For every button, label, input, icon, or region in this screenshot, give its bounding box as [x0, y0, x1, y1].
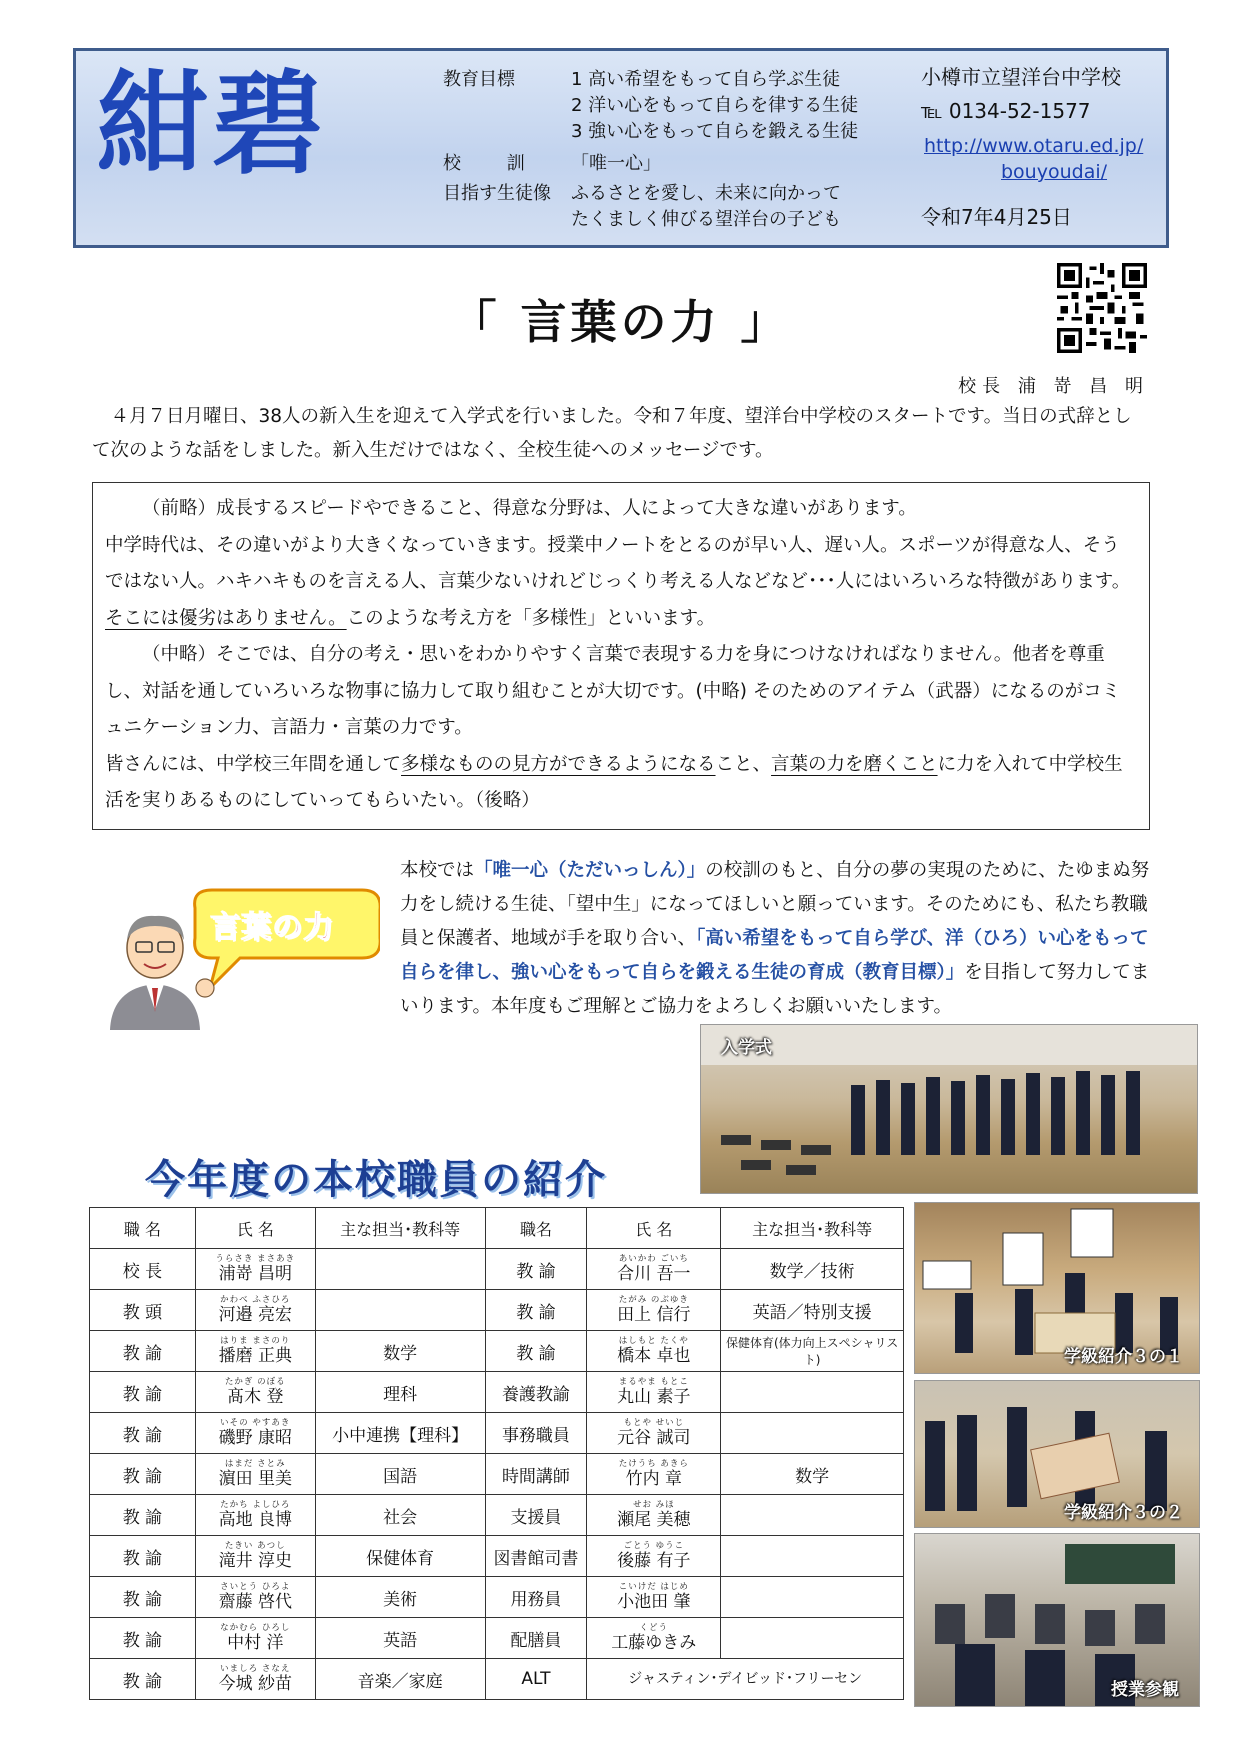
motto-label: 校 訓	[443, 153, 545, 174]
staff-role: 事務職員	[485, 1413, 587, 1454]
class-intro-photo-1	[914, 1202, 1200, 1374]
staff-role: 図書館司書	[485, 1536, 587, 1577]
name-reading: たがみ のぶゆき	[618, 1294, 689, 1305]
name-text: 橋本 卓也	[617, 1345, 691, 1366]
staff-subject: 英語／特別支援	[721, 1290, 904, 1331]
name-reading: かわべ ふさひろ	[220, 1294, 291, 1305]
name-reading: さいとう ひろよ	[220, 1581, 291, 1592]
staff-role: 教 諭	[90, 1577, 196, 1618]
staff-table	[89, 1207, 904, 1700]
ideal-line: たくましく伸びる望洋台の子ども	[571, 209, 841, 230]
quote-text: このような考え方を「多様性」といいます。	[346, 607, 716, 629]
photo-caption: 学級紹介３の１	[1064, 1347, 1183, 1367]
staff-role: 校 長	[90, 1249, 196, 1290]
name-text: 合川 吾一	[617, 1263, 691, 1284]
staff-subject	[315, 1290, 485, 1331]
staff-role: 教 諭	[90, 1413, 196, 1454]
column-header: 職名	[485, 1208, 587, 1249]
table-row	[90, 1495, 904, 1536]
staff-subject: 数学	[721, 1454, 904, 1495]
name-text: 小池田 肇	[617, 1591, 691, 1612]
photo-caption: 学級紹介３の２	[1064, 1503, 1183, 1523]
name-reading: たかぎ のぼる	[224, 1376, 286, 1387]
table-row	[90, 1618, 904, 1659]
staff-subject: 保健体育	[315, 1536, 485, 1577]
staff-role: 支援員	[485, 1495, 587, 1536]
entrance-ceremony-photo	[700, 1024, 1198, 1194]
quote-paragraph	[105, 528, 1137, 638]
staff-role: 教 頭	[90, 1290, 196, 1331]
table-row	[90, 1454, 904, 1495]
name-reading: たきい あつし	[224, 1540, 286, 1551]
staff-subject: 美術	[315, 1577, 485, 1618]
name-text: 河邉 亮宏	[218, 1304, 292, 1325]
column-header: 氏 名	[587, 1208, 721, 1249]
staff-subject: 国語	[315, 1454, 485, 1495]
staff-name	[587, 1536, 721, 1577]
staff-subject: 音楽／家庭	[315, 1659, 485, 1700]
quote-text: 中学時代は、その違いがより大きくなっていきます。授業中ノートをとるのが早い人、遅い人。スポーツが得意な人、そうではない人。ハキハキものを言える人、言葉少ないけれどじっくり考える人などなど･･･人にはいろいろな特徴があります。	[105, 534, 1131, 592]
column-header: 氏 名	[195, 1208, 315, 1249]
staff-name	[195, 1495, 315, 1536]
staff-subject	[721, 1372, 904, 1413]
closing-highlight: 「高い希望をもって自ら学び、洋（ひろ）い心をもって自らを律し、強い心をもって自らを鍛える生徒の育成（教育目標）」	[400, 928, 1149, 983]
closing-highlight: 「唯一心（ただいっしん）」	[474, 860, 706, 881]
staff-name	[195, 1659, 315, 1700]
name-reading: たかち よしひろ	[220, 1499, 291, 1510]
column-header: 職 名	[90, 1208, 196, 1249]
name-reading: たけうち あきら	[618, 1458, 689, 1469]
staff-name	[195, 1413, 315, 1454]
quote-paragraph: （前略）成長するスピードやできること、得意な分野は、人によって大きな違いがあります。	[142, 498, 917, 519]
name-text: 瀬尾 美穂	[617, 1509, 691, 1530]
photo-caption: 授業参観	[1111, 1680, 1179, 1700]
staff-role: 教 諭	[485, 1290, 587, 1331]
staff-subject	[721, 1577, 904, 1618]
name-reading: はしもと たくや	[618, 1335, 689, 1346]
goal-item: 2 洋い心をもって自らを律する生徒	[571, 95, 859, 116]
staff-subject: 社会	[315, 1495, 485, 1536]
column-header: 主な担当･教科等	[315, 1208, 485, 1249]
staff-name	[587, 1495, 721, 1536]
quote-underline: そこには優劣はありません。	[105, 607, 347, 629]
name-text: 浦嵜 昌明	[218, 1263, 292, 1284]
name-text: 後藤 有子	[617, 1550, 691, 1571]
name-reading: なかむら ひろし	[220, 1622, 291, 1633]
staff-subject	[721, 1618, 904, 1659]
staff-role: 時間講師	[485, 1454, 587, 1495]
staff-name	[195, 1290, 315, 1331]
goals-label: 教育目標	[443, 69, 515, 90]
staff-subject	[721, 1495, 904, 1536]
name-text: 齋藤 啓代	[218, 1591, 292, 1612]
staff-role: 教 諭	[485, 1331, 587, 1372]
name-reading: こいけだ はじめ	[618, 1581, 689, 1592]
name-reading: はりま まさのり	[220, 1335, 291, 1346]
closing-text: を目指して努力してまいります。本年度もご理解とご協力をよろしくお願いいたします。	[400, 962, 1150, 1017]
quote-underline: 言葉の力を磨くこと	[771, 753, 938, 775]
staff-subject: 数学／技術	[721, 1249, 904, 1290]
staff-name	[195, 1577, 315, 1618]
article-title: 「 言葉の力 」	[450, 295, 791, 349]
staff-role: 教 諭	[90, 1495, 196, 1536]
staff-name	[587, 1372, 721, 1413]
staff-name	[587, 1659, 904, 1700]
staff-name	[587, 1249, 721, 1290]
staff-section-heading: 今年度の本校職員の紹介	[145, 1157, 607, 1203]
staff-role: 教 諭	[90, 1536, 196, 1577]
class-intro-photo-2	[914, 1380, 1200, 1528]
staff-name	[587, 1577, 721, 1618]
table-row	[90, 1249, 904, 1290]
school-url-link-cont[interactable]: bouyoudai/	[1001, 161, 1108, 183]
name-reading: くどう	[639, 1622, 669, 1633]
staff-role: 教 諭	[485, 1249, 587, 1290]
table-row	[90, 1659, 904, 1700]
name-text: 高地 良博	[218, 1509, 292, 1530]
table-row	[90, 1577, 904, 1618]
staff-name	[587, 1290, 721, 1331]
masthead-title: 紺碧	[96, 60, 328, 190]
name-reading: はまだ さとみ	[224, 1458, 286, 1469]
staff-name	[195, 1249, 315, 1290]
staff-subject: 理科	[315, 1372, 485, 1413]
quote-paragraph: （中略）そこでは、自分の考え・思いをわかりやすく言葉で表現する力を身につけなければなりません。他者を尊重し、対話を通していろいろな物事に協力して取り組むことが大切です。(中略) そのためのアイテム（武器）になるのがコミュニケーション力、言語力・言葉の力です。	[105, 644, 1121, 738]
column-header: 主な担当･教科等	[721, 1208, 904, 1249]
staff-role: 用務員	[485, 1577, 587, 1618]
closing-text: の校訓のもと、自分の夢の実現のために、たゆまぬ努力をし続ける生徒、「望中生」になってほしいと願っています。そのためにも、私たち教職員と保護者、地域が手を取り合い、	[400, 860, 1150, 949]
table-row	[90, 1413, 904, 1454]
staff-role: 教 諭	[90, 1454, 196, 1495]
entrance-ceremony-image	[701, 1025, 1198, 1194]
intro-paragraph: ４月７日月曜日、38人の新入生を迎えて入学式を行いました。令和７年度、望洋台中学校のスタートです。当日の式辞として次のような話をしました。新入生だけではなく、全校生徒へのメッセージです。	[92, 406, 1132, 461]
staff-role: 配膳員	[485, 1618, 587, 1659]
ideal-line: ふるさとを愛し、未来に向かって	[571, 183, 841, 204]
table-row	[90, 1331, 904, 1372]
name-text: 滝井 淳史	[218, 1550, 292, 1571]
staff-role: ALT	[485, 1659, 587, 1700]
quote-underline: 多様なものの見方ができるようになる	[401, 753, 716, 775]
name-text: 丸山 素子	[617, 1386, 691, 1407]
goal-item: 3 強い心をもって自らを鍛える生徒	[571, 121, 859, 142]
staff-subject: 数学	[315, 1331, 485, 1372]
name-text: 濵田 里美	[218, 1468, 292, 1489]
name-text: 中村 洋	[227, 1632, 284, 1653]
staff-subject	[721, 1536, 904, 1577]
staff-name	[195, 1536, 315, 1577]
name-text: ジャスティン･デイビッド･フリーセン	[628, 1671, 863, 1687]
staff-role: 教 諭	[90, 1618, 196, 1659]
name-text: 竹内 章	[625, 1468, 682, 1489]
table-row	[90, 1372, 904, 1413]
name-text: 田上 信行	[617, 1304, 691, 1325]
school-name: 小樽市立望洋台中学校	[921, 65, 1121, 89]
school-tel: ℡ 0134-52-1577	[921, 99, 1091, 123]
staff-name	[587, 1618, 721, 1659]
staff-role: 教 諭	[90, 1372, 196, 1413]
staff-role: 教 諭	[90, 1331, 196, 1372]
quote-paragraph	[105, 747, 1137, 820]
closing-text: 本校では	[400, 860, 475, 881]
table-header-row	[90, 1208, 904, 1249]
staff-role: 教 諭	[90, 1659, 196, 1700]
staff-subject	[315, 1249, 485, 1290]
name-reading: せお みほ	[632, 1499, 675, 1510]
staff-name	[587, 1331, 721, 1372]
staff-name	[587, 1454, 721, 1495]
name-reading: いその やすあき	[220, 1417, 291, 1428]
speech-quote-box	[92, 482, 1150, 830]
staff-subject	[721, 1413, 904, 1454]
name-text: 髙木 登	[227, 1386, 284, 1407]
name-text: 今城 紗苗	[218, 1673, 292, 1694]
goal-item: 1 高い希望をもって自ら学ぶ生徒	[571, 69, 841, 90]
name-text: 元谷 誠司	[617, 1427, 691, 1448]
staff-subject: 英語	[315, 1618, 485, 1659]
speech-bubble-text: 言葉の力	[210, 910, 334, 945]
name-text: 工藤ゆきみ	[611, 1632, 697, 1653]
name-text: 磯野 康昭	[218, 1427, 292, 1448]
table-row	[90, 1290, 904, 1331]
name-reading: いましろ さなえ	[220, 1663, 291, 1674]
staff-name	[195, 1372, 315, 1413]
school-url-link[interactable]: http://www.otaru.ed.jp/	[924, 135, 1144, 157]
quote-text: 皆さんには、中学校三年間を通して	[105, 753, 402, 775]
staff-name	[195, 1454, 315, 1495]
name-reading: ごとう ゆうこ	[623, 1540, 685, 1551]
quote-text: に力を入れて中学校生活を実りあるものにしていってもらいたい。（後略）	[105, 753, 1123, 811]
quote-text: こと、	[715, 753, 772, 775]
photo-caption: 入学式	[721, 1038, 772, 1058]
staff-role: 養護教諭	[485, 1372, 587, 1413]
issue-date: 令和7年4月25日	[921, 205, 1072, 229]
class-visit-photo	[914, 1533, 1200, 1707]
name-reading: あいかわ ごいち	[618, 1253, 689, 1264]
staff-name	[587, 1413, 721, 1454]
motto: 「唯一心」	[571, 153, 661, 174]
name-reading: もとや せいじ	[623, 1417, 685, 1428]
staff-subject: 保健体育(体力向上スペシャリスト)	[721, 1331, 904, 1372]
masthead-banner	[73, 48, 1169, 248]
staff-subject: 小中連携【理科】	[315, 1413, 485, 1454]
staff-name	[195, 1331, 315, 1372]
name-reading: うらさき まさあき	[215, 1253, 296, 1264]
name-text: 播磨 正典	[218, 1345, 292, 1366]
ideal-label: 目指す生徒像	[443, 183, 551, 204]
staff-name	[195, 1618, 315, 1659]
table-row	[90, 1536, 904, 1577]
author: 校長 浦 嵜 昌 明	[958, 376, 1149, 397]
name-reading: まるやま もとこ	[618, 1376, 689, 1387]
